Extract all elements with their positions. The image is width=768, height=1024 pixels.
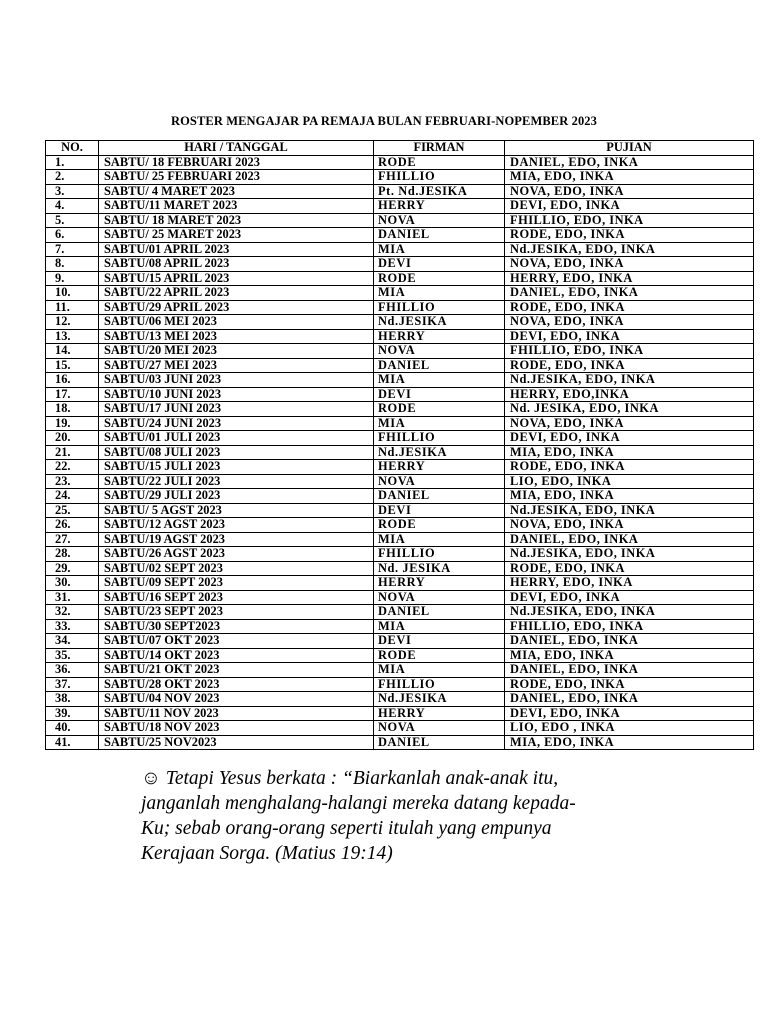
cell-pujian: Nd.JESIKA, EDO, INKA xyxy=(505,242,754,257)
table-row xyxy=(46,257,754,272)
cell-no: 34. xyxy=(46,634,99,649)
cell-firman: MIA xyxy=(374,242,505,257)
cell-firman: MIA xyxy=(374,532,505,547)
cell-firman: Nd.JESIKA xyxy=(374,445,505,460)
cell-firman: HERRY xyxy=(374,706,505,721)
cell-no: 28. xyxy=(46,547,99,562)
document-title: ROSTER MENGAJAR PA REMAJA BULAN FEBRUARI-NOPEMBER 2023 xyxy=(170,114,598,128)
cell-date: SABTU/15 JULI 2023 xyxy=(99,460,374,475)
cell-date: SABTU/28 OKT 2023 xyxy=(99,677,374,692)
roster-table xyxy=(45,140,754,750)
cell-date: SABTU/25 NOV2023 xyxy=(99,735,374,750)
cell-firman: Pt. Nd.JESIKA xyxy=(374,184,505,199)
table-header-row xyxy=(46,141,754,156)
cell-no: 37. xyxy=(46,677,99,692)
header-firman: FIRMAN xyxy=(374,141,505,156)
cell-date: SABTU/13 MEI 2023 xyxy=(99,329,374,344)
cell-date: SABTU/23 SEPT 2023 xyxy=(99,605,374,620)
cell-pujian: MIA, EDO, INKA xyxy=(505,489,754,504)
table-row xyxy=(46,721,754,736)
cell-no: 21. xyxy=(46,445,99,460)
cell-firman: RODE xyxy=(374,402,505,417)
cell-no: 26. xyxy=(46,518,99,533)
table-row xyxy=(46,474,754,489)
cell-pujian: Nd.JESIKA, EDO, INKA xyxy=(505,605,754,620)
table-row xyxy=(46,634,754,649)
cell-pujian: Nd.JESIKA, EDO, INKA xyxy=(505,547,754,562)
cell-firman: DEVI xyxy=(374,257,505,272)
cell-date: SABTU/20 MEI 2023 xyxy=(99,344,374,359)
cell-firman: RODE xyxy=(374,648,505,663)
cell-firman: FHILLIO xyxy=(374,677,505,692)
cell-pujian: MIA, EDO, INKA xyxy=(505,648,754,663)
table-row xyxy=(46,199,754,214)
cell-no: 30. xyxy=(46,576,99,591)
cell-firman: MIA xyxy=(374,416,505,431)
cell-no: 22. xyxy=(46,460,99,475)
verse-line: Ku; sebab orang-orang seperti itulah yang empunya xyxy=(141,818,552,839)
cell-pujian: DEVI, EDO, INKA xyxy=(505,329,754,344)
table-row xyxy=(46,735,754,750)
table-row xyxy=(46,648,754,663)
cell-pujian: Nd. JESIKA, EDO, INKA xyxy=(505,402,754,417)
cell-firman: NOVA xyxy=(374,474,505,489)
table-row xyxy=(46,576,754,591)
cell-firman: RODE xyxy=(374,518,505,533)
cell-date: SABTU/18 NOV 2023 xyxy=(99,721,374,736)
cell-pujian: HERRY, EDO, INKA xyxy=(505,271,754,286)
table-row xyxy=(46,532,754,547)
table-row xyxy=(46,590,754,605)
cell-date: SABTU/11 NOV 2023 xyxy=(99,706,374,721)
table-row xyxy=(46,692,754,707)
cell-firman: NOVA xyxy=(374,213,505,228)
cell-no: 4. xyxy=(46,199,99,214)
cell-firman: HERRY xyxy=(374,329,505,344)
cell-firman: NOVA xyxy=(374,344,505,359)
cell-firman: MIA xyxy=(374,286,505,301)
cell-firman: NOVA xyxy=(374,721,505,736)
table-row xyxy=(46,677,754,692)
cell-no: 36. xyxy=(46,663,99,678)
cell-pujian: DANIEL, EDO, INKA xyxy=(505,663,754,678)
verse-line-text: Tetapi Yesus berkata : “Biarkanlah anak-anak itu, xyxy=(165,768,559,789)
table-row xyxy=(46,228,754,243)
cell-date: SABTU/16 SEPT 2023 xyxy=(99,590,374,605)
cell-firman: Nd.JESIKA xyxy=(374,315,505,330)
cell-firman: DEVI xyxy=(374,634,505,649)
cell-firman: MIA xyxy=(374,619,505,634)
cell-pujian: DEVI, EDO, INKA xyxy=(505,590,754,605)
table-row xyxy=(46,518,754,533)
table-row xyxy=(46,387,754,402)
cell-date: SABTU/ 25 FEBRUARI 2023 xyxy=(99,170,374,185)
cell-date: SABTU/07 OKT 2023 xyxy=(99,634,374,649)
cell-date: SABTU/ 18 FEBRUARI 2023 xyxy=(99,155,374,170)
cell-firman: FHILLIO xyxy=(374,547,505,562)
verse-line: janganlah menghalang-halangi mereka datang kepada- xyxy=(141,793,576,814)
cell-no: 25. xyxy=(46,503,99,518)
cell-no: 7. xyxy=(46,242,99,257)
table-row xyxy=(46,373,754,388)
header-pujian: PUJIAN xyxy=(505,141,754,156)
cell-no: 10. xyxy=(46,286,99,301)
cell-date: SABTU/06 MEI 2023 xyxy=(99,315,374,330)
cell-pujian: NOVA, EDO, INKA xyxy=(505,184,754,199)
cell-no: 18. xyxy=(46,402,99,417)
verse-line xyxy=(141,766,701,791)
cell-firman: HERRY xyxy=(374,576,505,591)
cell-firman: HERRY xyxy=(374,460,505,475)
cell-firman: MIA xyxy=(374,373,505,388)
cell-date: SABTU/ 5 AGST 2023 xyxy=(99,503,374,518)
cell-pujian: RODE, EDO, INKA xyxy=(505,358,754,373)
cell-no: 35. xyxy=(46,648,99,663)
table-row xyxy=(46,155,754,170)
cell-firman: NOVA xyxy=(374,590,505,605)
cell-date: SABTU/29 APRIL 2023 xyxy=(99,300,374,315)
cell-no: 6. xyxy=(46,228,99,243)
cell-no: 33. xyxy=(46,619,99,634)
cell-date: SABTU/01 APRIL 2023 xyxy=(99,242,374,257)
cell-firman: DANIEL xyxy=(374,228,505,243)
cell-date: SABTU/14 OKT 2023 xyxy=(99,648,374,663)
cell-no: 20. xyxy=(46,431,99,446)
cell-pujian: NOVA, EDO, INKA xyxy=(505,416,754,431)
cell-date: SABTU/27 MEI 2023 xyxy=(99,358,374,373)
cell-no: 9. xyxy=(46,271,99,286)
cell-no: 39. xyxy=(46,706,99,721)
cell-pujian: FHILLIO, EDO, INKA xyxy=(505,344,754,359)
cell-firman: HERRY xyxy=(374,199,505,214)
cell-no: 17. xyxy=(46,387,99,402)
table-row xyxy=(46,271,754,286)
smiley-icon: ☺ xyxy=(141,768,161,789)
cell-firman: DANIEL xyxy=(374,605,505,620)
cell-pujian: NOVA, EDO, INKA xyxy=(505,257,754,272)
table-row xyxy=(46,344,754,359)
cell-pujian: DANIEL, EDO, INKA xyxy=(505,286,754,301)
cell-pujian: Nd.JESIKA, EDO, INKA xyxy=(505,503,754,518)
table-row xyxy=(46,619,754,634)
cell-firman: FHILLIO xyxy=(374,170,505,185)
table-row xyxy=(46,503,754,518)
cell-date: SABTU/21 OKT 2023 xyxy=(99,663,374,678)
cell-date: SABTU/09 SEPT 2023 xyxy=(99,576,374,591)
table-row xyxy=(46,460,754,475)
cell-no: 15. xyxy=(46,358,99,373)
cell-date: SABTU/04 NOV 2023 xyxy=(99,692,374,707)
cell-pujian: DEVI, EDO, INKA xyxy=(505,706,754,721)
table-row xyxy=(46,213,754,228)
cell-pujian: LIO, EDO, INKA xyxy=(505,474,754,489)
cell-date: SABTU/15 APRIL 2023 xyxy=(99,271,374,286)
cell-no: 13. xyxy=(46,329,99,344)
cell-pujian: NOVA, EDO, INKA xyxy=(505,315,754,330)
cell-date: SABTU/12 AGST 2023 xyxy=(99,518,374,533)
cell-firman: DANIEL xyxy=(374,735,505,750)
table-row xyxy=(46,489,754,504)
cell-pujian: MIA, EDO, INKA xyxy=(505,170,754,185)
bible-verse xyxy=(141,766,701,866)
cell-date: SABTU/10 JUNI 2023 xyxy=(99,387,374,402)
cell-pujian: LIO, EDO , INKA xyxy=(505,721,754,736)
cell-no: 14. xyxy=(46,344,99,359)
cell-date: SABTU/01 JULI 2023 xyxy=(99,431,374,446)
cell-firman: Nd.JESIKA xyxy=(374,692,505,707)
cell-no: 27. xyxy=(46,532,99,547)
cell-firman: FHILLIO xyxy=(374,300,505,315)
cell-date: SABTU/22 APRIL 2023 xyxy=(99,286,374,301)
table-row xyxy=(46,170,754,185)
header-date: HARI / TANGGAL xyxy=(99,141,374,156)
header-no: NO. xyxy=(46,141,99,156)
cell-pujian: FHILLIO, EDO, INKA xyxy=(505,619,754,634)
verse-line: Kerajaan Sorga. (Matius 19:14) xyxy=(141,843,393,864)
cell-no: 41. xyxy=(46,735,99,750)
cell-pujian: DANIEL, EDO, INKA xyxy=(505,634,754,649)
cell-date: SABTU/24 JUNI 2023 xyxy=(99,416,374,431)
cell-date: SABTU/ 25 MARET 2023 xyxy=(99,228,374,243)
cell-no: 40. xyxy=(46,721,99,736)
cell-date: SABTU/30 SEPT2023 xyxy=(99,619,374,634)
table-row xyxy=(46,663,754,678)
cell-no: 19. xyxy=(46,416,99,431)
cell-pujian: RODE, EDO, INKA xyxy=(505,228,754,243)
table-row xyxy=(46,286,754,301)
cell-date: SABTU/26 AGST 2023 xyxy=(99,547,374,562)
cell-date: SABTU/ 4 MARET 2023 xyxy=(99,184,374,199)
cell-date: SABTU/08 APRIL 2023 xyxy=(99,257,374,272)
cell-date: SABTU/17 JUNI 2023 xyxy=(99,402,374,417)
cell-no: 11. xyxy=(46,300,99,315)
cell-pujian: DANIEL, EDO, INKA xyxy=(505,692,754,707)
cell-date: SABTU/ 18 MARET 2023 xyxy=(99,213,374,228)
table-row xyxy=(46,416,754,431)
table-row xyxy=(46,547,754,562)
cell-no: 16. xyxy=(46,373,99,388)
cell-pujian: Nd.JESIKA, EDO, INKA xyxy=(505,373,754,388)
table-row xyxy=(46,315,754,330)
cell-no: 1. xyxy=(46,155,99,170)
cell-firman: RODE xyxy=(374,155,505,170)
cell-pujian: RODE, EDO, INKA xyxy=(505,460,754,475)
cell-no: 32. xyxy=(46,605,99,620)
cell-pujian: RODE, EDO, INKA xyxy=(505,300,754,315)
cell-no: 12. xyxy=(46,315,99,330)
cell-no: 5. xyxy=(46,213,99,228)
cell-pujian: HERRY, EDO,INKA xyxy=(505,387,754,402)
cell-firman: FHILLIO xyxy=(374,431,505,446)
table-row xyxy=(46,431,754,446)
table-row xyxy=(46,184,754,199)
table-row xyxy=(46,561,754,576)
cell-firman: DANIEL xyxy=(374,489,505,504)
cell-pujian: FHILLIO, EDO, INKA xyxy=(505,213,754,228)
cell-firman: RODE xyxy=(374,271,505,286)
table-row xyxy=(46,402,754,417)
cell-firman: DANIEL xyxy=(374,358,505,373)
cell-no: 3. xyxy=(46,184,99,199)
cell-date: SABTU/08 JULI 2023 xyxy=(99,445,374,460)
cell-pujian: MIA, EDO, INKA xyxy=(505,735,754,750)
cell-no: 2. xyxy=(46,170,99,185)
table-row xyxy=(46,605,754,620)
cell-date: SABTU/11 MARET 2023 xyxy=(99,199,374,214)
cell-pujian: DEVI, EDO, INKA xyxy=(505,431,754,446)
cell-pujian: RODE, EDO, INKA xyxy=(505,677,754,692)
cell-firman: MIA xyxy=(374,663,505,678)
cell-no: 31. xyxy=(46,590,99,605)
table-row xyxy=(46,329,754,344)
cell-no: 23. xyxy=(46,474,99,489)
cell-pujian: DEVI, EDO, INKA xyxy=(505,199,754,214)
cell-firman: Nd. JESIKA xyxy=(374,561,505,576)
table-row xyxy=(46,706,754,721)
cell-pujian: NOVA, EDO, INKA xyxy=(505,518,754,533)
cell-firman: DEVI xyxy=(374,387,505,402)
table-row xyxy=(46,358,754,373)
cell-no: 29. xyxy=(46,561,99,576)
cell-date: SABTU/22 JULI 2023 xyxy=(99,474,374,489)
cell-firman: DEVI xyxy=(374,503,505,518)
cell-no: 8. xyxy=(46,257,99,272)
cell-date: SABTU/02 SEPT 2023 xyxy=(99,561,374,576)
cell-pujian: RODE, EDO, INKA xyxy=(505,561,754,576)
cell-date: SABTU/03 JUNI 2023 xyxy=(99,373,374,388)
table-row xyxy=(46,445,754,460)
table-row xyxy=(46,242,754,257)
cell-date: SABTU/29 JULI 2023 xyxy=(99,489,374,504)
table-row xyxy=(46,300,754,315)
cell-pujian: MIA, EDO, INKA xyxy=(505,445,754,460)
cell-pujian: HERRY, EDO, INKA xyxy=(505,576,754,591)
cell-no: 24. xyxy=(46,489,99,504)
cell-no: 38. xyxy=(46,692,99,707)
cell-date: SABTU/19 AGST 2023 xyxy=(99,532,374,547)
cell-pujian: DANIEL, EDO, INKA xyxy=(505,155,754,170)
roster-body xyxy=(46,155,754,750)
cell-pujian: DANIEL, EDO, INKA xyxy=(505,532,754,547)
